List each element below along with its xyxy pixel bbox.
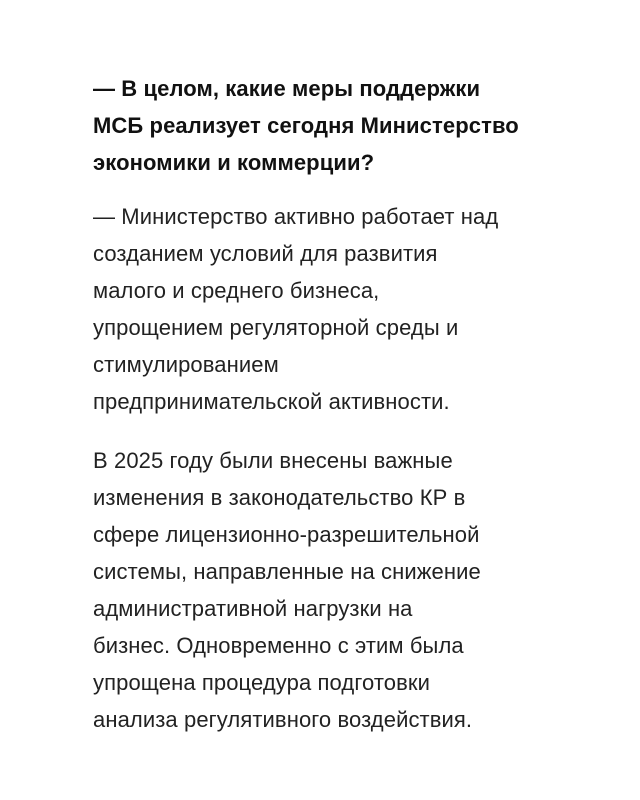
interview-question xyxy=(93,70,613,181)
answer-line: предпринимательской активности. xyxy=(93,389,450,414)
answer-line: упрощением регуляторной среды и xyxy=(93,315,459,340)
answer-line: — Министерство активно работает над xyxy=(93,204,499,229)
paragraph-line: В 2025 году были внесены важные xyxy=(93,448,453,473)
paragraph-line: бизнес. Одновременно с этим была xyxy=(93,633,464,658)
paragraph-line: изменения в законодательство КР в xyxy=(93,485,466,510)
paragraph-line: административной нагрузки на xyxy=(93,596,413,621)
answer-line: малого и среднего бизнеса, xyxy=(93,278,380,303)
answer-line: стимулированием xyxy=(93,352,279,377)
article-text xyxy=(93,70,613,738)
paragraph-line: упрощена процедура подготовки xyxy=(93,670,430,695)
paragraph-line: системы, направленные на снижение xyxy=(93,559,481,584)
paragraph-line: анализа регулятивного воздействия. xyxy=(93,707,473,732)
question-line: экономики и коммерции? xyxy=(93,150,375,175)
question-line: МСБ реализует сегодня Министерство xyxy=(93,113,519,138)
interview-answer xyxy=(93,198,613,420)
paragraph-line: сфере лицензионно-разрешительной xyxy=(93,522,480,547)
question-line: — В целом, какие меры поддержки xyxy=(93,76,481,101)
answer-line: созданием условий для развития xyxy=(93,241,438,266)
answer-paragraph-2 xyxy=(93,442,613,738)
